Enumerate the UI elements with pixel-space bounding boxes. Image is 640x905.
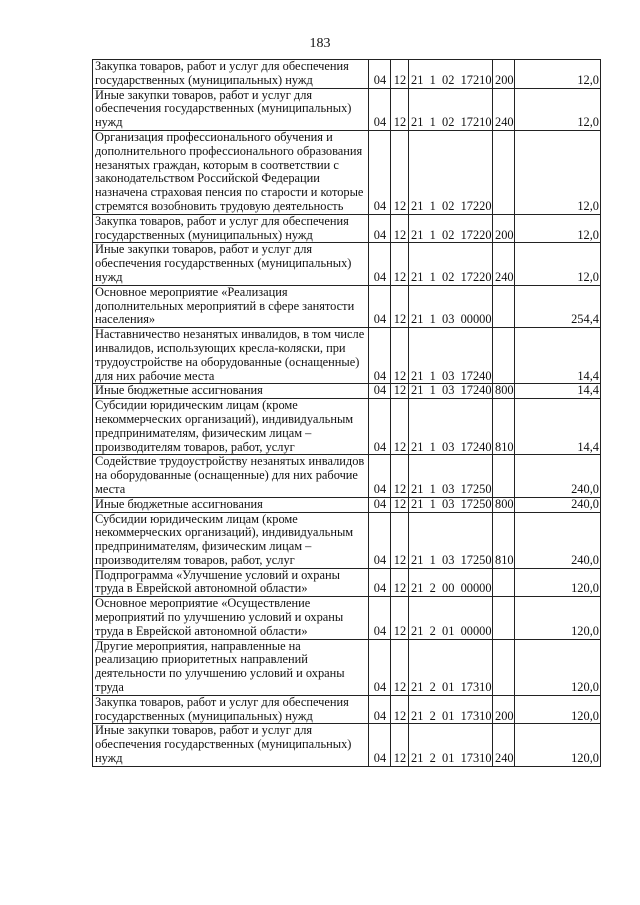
target-article-program: 21 xyxy=(411,269,424,284)
target-article-cell xyxy=(409,597,493,639)
target-article-direction: 17220 xyxy=(460,198,492,213)
target-article-cell xyxy=(409,455,493,497)
section-code-cell: 04 xyxy=(369,130,391,214)
subsection-code-cell: 12 xyxy=(391,724,409,766)
target-article-sub: 2 xyxy=(429,680,436,695)
expense-name-cell: Субсидии юридическим лицам (кроме некоммерческих организаций), индивидуальным предпринимателям, физическим лицам – производителям товаров, работ, услуг xyxy=(93,512,369,568)
target-article-program: 21 xyxy=(411,198,424,213)
target-article-direction: 17220 xyxy=(460,227,492,242)
target-article-program: 21 xyxy=(411,497,424,511)
table-row xyxy=(93,130,601,214)
section-code-cell: 04 xyxy=(369,285,391,327)
section-code-cell: 04 xyxy=(369,60,391,89)
target-article-program: 21 xyxy=(411,751,424,766)
target-article-event: 02 xyxy=(442,72,455,87)
expense-type-cell: 240 xyxy=(493,243,515,285)
target-article-event: 03 xyxy=(442,481,455,496)
expense-name-cell: Другие мероприятия, направленные на реализацию приоритетных направлений деятельности по улучшению условий и охраны труда xyxy=(93,639,369,695)
subsection-code-cell: 12 xyxy=(391,328,409,384)
target-article-event: 02 xyxy=(442,227,455,242)
amount-cell: 14,4 xyxy=(515,384,601,399)
expense-name-cell: Иные закупки товаров, работ и услуг для обеспечения государственных (муниципальных) нужд xyxy=(93,88,369,130)
expense-type-cell: 810 xyxy=(493,512,515,568)
table-row xyxy=(93,597,601,639)
target-article-direction: 17250 xyxy=(460,481,492,496)
target-article-direction: 17220 xyxy=(460,269,492,284)
amount-cell: 120,0 xyxy=(515,724,601,766)
section-code-cell: 04 xyxy=(369,695,391,724)
target-article-cell xyxy=(409,88,493,130)
target-article-direction: 17310 xyxy=(460,680,492,695)
section-code-cell: 04 xyxy=(369,639,391,695)
amount-cell: 12,0 xyxy=(515,214,601,243)
target-article-event: 01 xyxy=(442,680,455,695)
section-code-cell: 04 xyxy=(369,88,391,130)
amount-cell: 12,0 xyxy=(515,243,601,285)
expense-type-cell xyxy=(493,597,515,639)
expense-type-cell: 240 xyxy=(493,724,515,766)
target-article-cell xyxy=(409,243,493,285)
target-article-program: 21 xyxy=(411,383,424,398)
expense-type-cell: 810 xyxy=(493,399,515,455)
subsection-code-cell: 12 xyxy=(391,568,409,597)
amount-cell: 12,0 xyxy=(515,130,601,214)
table-row xyxy=(93,639,601,695)
target-article-sub: 1 xyxy=(429,269,436,284)
expense-type-cell xyxy=(493,568,515,597)
expense-name-cell: Иные бюджетные ассигнования xyxy=(93,497,369,512)
expense-name-cell: Закупка товаров, работ и услуг для обеспечения государственных (муниципальных) нужд xyxy=(93,60,369,89)
target-article-program: 21 xyxy=(411,708,424,723)
table-row xyxy=(93,568,601,597)
subsection-code-cell: 12 xyxy=(391,497,409,512)
table-row xyxy=(93,243,601,285)
target-article-event: 03 xyxy=(442,439,455,454)
expense-name-cell: Закупка товаров, работ и услуг для обеспечения государственных (муниципальных) нужд xyxy=(93,214,369,243)
section-code-cell: 04 xyxy=(369,455,391,497)
target-article-program: 21 xyxy=(411,439,424,454)
target-article-event: 03 xyxy=(442,383,455,398)
target-article-direction: 17210 xyxy=(460,72,492,87)
amount-cell: 240,0 xyxy=(515,455,601,497)
table-row xyxy=(93,724,601,766)
subsection-code-cell: 12 xyxy=(391,88,409,130)
target-article-cell xyxy=(409,60,493,89)
amount-cell: 12,0 xyxy=(515,60,601,89)
target-article-cell xyxy=(409,384,493,399)
page-number: 183 xyxy=(309,36,331,51)
target-article-event: 01 xyxy=(442,623,455,638)
target-article-cell xyxy=(409,399,493,455)
target-article-cell xyxy=(409,285,493,327)
target-article-sub: 2 xyxy=(429,623,436,638)
expense-name-cell: Содействие трудоустройству незанятых инвалидов на оборудованные (оснащенные) для них рабочие места xyxy=(93,455,369,497)
target-article-program: 21 xyxy=(411,115,424,130)
amount-cell: 120,0 xyxy=(515,568,601,597)
target-article-direction: 17310 xyxy=(460,708,492,723)
section-code-cell: 04 xyxy=(369,384,391,399)
subsection-code-cell: 12 xyxy=(391,214,409,243)
target-article-event: 01 xyxy=(442,708,455,723)
expense-name-cell: Подпрограмма «Улучшение условий и охраны труда в Еврейской автономной области» xyxy=(93,568,369,597)
target-article-sub: 1 xyxy=(429,72,436,87)
budget-table xyxy=(92,59,601,767)
target-article-direction: 00000 xyxy=(460,581,492,596)
expense-name-cell: Иные бюджетные ассигнования xyxy=(93,384,369,399)
expense-type-cell xyxy=(493,639,515,695)
target-article-sub: 1 xyxy=(429,481,436,496)
subsection-code-cell: 12 xyxy=(391,130,409,214)
expense-type-cell xyxy=(493,328,515,384)
section-code-cell: 04 xyxy=(369,512,391,568)
subsection-code-cell: 12 xyxy=(391,60,409,89)
target-article-event: 03 xyxy=(442,552,455,567)
amount-cell: 12,0 xyxy=(515,88,601,130)
target-article-sub: 1 xyxy=(429,198,436,213)
target-article-direction: 17310 xyxy=(460,751,492,766)
section-code-cell: 04 xyxy=(369,724,391,766)
target-article-program: 21 xyxy=(411,581,424,596)
expense-name-cell: Закупка товаров, работ и услуг для обеспечения государственных (муниципальных) нужд xyxy=(93,695,369,724)
target-article-event: 03 xyxy=(442,497,455,511)
target-article-sub: 1 xyxy=(429,497,436,511)
target-article-program: 21 xyxy=(411,72,424,87)
subsection-code-cell: 12 xyxy=(391,285,409,327)
target-article-cell xyxy=(409,639,493,695)
subsection-code-cell: 12 xyxy=(391,243,409,285)
amount-cell: 14,4 xyxy=(515,399,601,455)
target-article-program: 21 xyxy=(411,312,424,327)
target-article-program: 21 xyxy=(411,623,424,638)
expense-type-cell xyxy=(493,130,515,214)
table-row xyxy=(93,695,601,724)
table-row xyxy=(93,455,601,497)
target-article-event: 01 xyxy=(442,751,455,766)
target-article-sub: 1 xyxy=(429,552,436,567)
subsection-code-cell: 12 xyxy=(391,512,409,568)
target-article-direction: 17250 xyxy=(460,497,492,511)
table-row xyxy=(93,88,601,130)
target-article-sub: 2 xyxy=(429,581,436,596)
target-article-cell xyxy=(409,568,493,597)
table-row xyxy=(93,497,601,512)
table-row xyxy=(93,512,601,568)
section-code-cell: 04 xyxy=(369,214,391,243)
subsection-code-cell: 12 xyxy=(391,384,409,399)
section-code-cell: 04 xyxy=(369,568,391,597)
target-article-program: 21 xyxy=(411,368,424,383)
subsection-code-cell: 12 xyxy=(391,695,409,724)
subsection-code-cell: 12 xyxy=(391,639,409,695)
target-article-event: 03 xyxy=(442,368,455,383)
table-row xyxy=(93,214,601,243)
section-code-cell: 04 xyxy=(369,597,391,639)
target-article-sub: 1 xyxy=(429,439,436,454)
expense-type-cell: 240 xyxy=(493,88,515,130)
target-article-direction: 17240 xyxy=(460,368,492,383)
target-article-direction: 17240 xyxy=(460,383,492,398)
expense-type-cell xyxy=(493,285,515,327)
target-article-program: 21 xyxy=(411,552,424,567)
target-article-sub: 2 xyxy=(429,751,436,766)
target-article-direction: 17210 xyxy=(460,115,492,130)
target-article-program: 21 xyxy=(411,227,424,242)
table-row xyxy=(93,399,601,455)
section-code-cell: 04 xyxy=(369,243,391,285)
target-article-sub: 1 xyxy=(429,368,436,383)
subsection-code-cell: 12 xyxy=(391,597,409,639)
expense-name-cell: Основное мероприятие «Осуществление мероприятий по улучшению условий и охраны труда в Еврейской автономной области» xyxy=(93,597,369,639)
target-article-cell xyxy=(409,497,493,512)
amount-cell: 254,4 xyxy=(515,285,601,327)
target-article-direction: 17240 xyxy=(460,439,492,454)
target-article-sub: 1 xyxy=(429,312,436,327)
budget-table-body xyxy=(93,60,601,767)
target-article-cell xyxy=(409,214,493,243)
amount-cell: 120,0 xyxy=(515,695,601,724)
expense-name-cell: Иные закупки товаров, работ и услуг для обеспечения государственных (муниципальных) нужд xyxy=(93,724,369,766)
target-article-program: 21 xyxy=(411,680,424,695)
table-row xyxy=(93,60,601,89)
expense-type-cell: 800 xyxy=(493,384,515,399)
table-row xyxy=(93,328,601,384)
amount-cell: 120,0 xyxy=(515,639,601,695)
target-article-event: 02 xyxy=(442,269,455,284)
table-row xyxy=(93,384,601,399)
target-article-event: 03 xyxy=(442,312,455,327)
expense-name-cell: Субсидии юридическим лицам (кроме некоммерческих организаций), индивидуальным предпринимателям, физическим лицам – производителям товаров, работ, услуг xyxy=(93,399,369,455)
expense-type-cell: 200 xyxy=(493,214,515,243)
target-article-program: 21 xyxy=(411,481,424,496)
target-article-sub: 1 xyxy=(429,383,436,398)
target-article-cell xyxy=(409,512,493,568)
subsection-code-cell: 12 xyxy=(391,455,409,497)
target-article-sub: 1 xyxy=(429,115,436,130)
target-article-cell xyxy=(409,695,493,724)
section-code-cell: 04 xyxy=(369,497,391,512)
table-row xyxy=(93,285,601,327)
target-article-direction: 00000 xyxy=(460,312,492,327)
target-article-cell xyxy=(409,130,493,214)
target-article-cell xyxy=(409,724,493,766)
amount-cell: 240,0 xyxy=(515,512,601,568)
amount-cell: 14,4 xyxy=(515,328,601,384)
target-article-sub: 1 xyxy=(429,227,436,242)
section-code-cell: 04 xyxy=(369,328,391,384)
expense-type-cell: 200 xyxy=(493,60,515,89)
subsection-code-cell: 12 xyxy=(391,399,409,455)
expense-type-cell xyxy=(493,455,515,497)
expense-name-cell: Основное мероприятие «Реализация дополнительных мероприятий в сфере занятости населения» xyxy=(93,285,369,327)
expense-name-cell: Организация профессионального обучения и дополнительного профессионального образования незанятых граждан, которым в соответствии с законодательством Российской Федерации назначена страховая пенсия по старости и которые стремятся возобновить трудовую деятельность xyxy=(93,130,369,214)
target-article-direction: 17250 xyxy=(460,552,492,567)
section-code-cell: 04 xyxy=(369,399,391,455)
target-article-cell xyxy=(409,328,493,384)
target-article-direction: 00000 xyxy=(460,623,492,638)
target-article-sub: 2 xyxy=(429,708,436,723)
expense-name-cell: Иные закупки товаров, работ и услуг для обеспечения государственных (муниципальных) нужд xyxy=(93,243,369,285)
expense-type-cell: 200 xyxy=(493,695,515,724)
target-article-event: 00 xyxy=(442,581,455,596)
amount-cell: 240,0 xyxy=(515,497,601,512)
target-article-event: 02 xyxy=(442,115,455,130)
amount-cell: 120,0 xyxy=(515,597,601,639)
expense-type-cell: 800 xyxy=(493,497,515,512)
target-article-event: 02 xyxy=(442,198,455,213)
expense-name-cell: Наставничество незанятых инвалидов, в том числе инвалидов, использующих кресла-коляски, при трудоустройстве на оборудованные (оснащенные) для них рабочие места xyxy=(93,328,369,384)
